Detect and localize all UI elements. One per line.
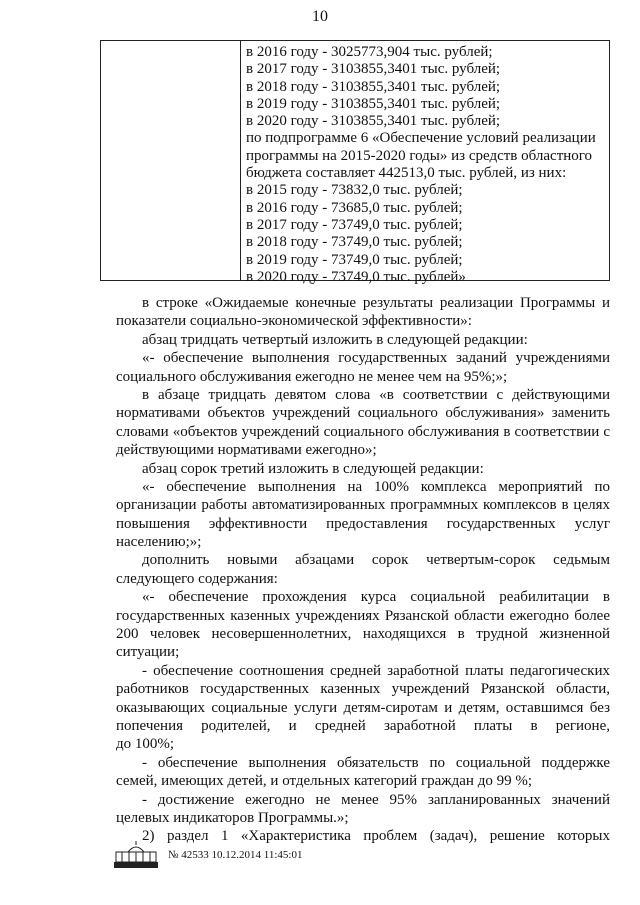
table-line: по подпрограмме 6 «Обеспечение условий реализации [246,130,596,147]
paragraph-line: словами «объектов учреждений социального обслуживания в соответствии с [116,423,610,440]
paragraph-line: 2) раздел 1 «Характеристика проблем (задач), решение которых [142,828,610,845]
table-line: в 2017 году - 73749,0 тыс. рублей; [246,216,463,233]
paragraph-line: населению;»; [116,534,202,551]
table-line: в 2015 году - 73832,0 тыс. рублей; [246,182,463,199]
paragraph-line: работников государственных казенных учреждений Рязанской области, [116,681,610,698]
table-column-divider [240,41,241,280]
paragraph-line: - обеспечение соотношения средней заработной платы педагогических [142,662,610,679]
table-line: программы на 2015-2020 годы» из средств областного [246,147,593,164]
paragraph-line: семей, имеющих детей, и отдельных категорий граждан до 99 %; [116,773,532,790]
table-line: в 2020 году - 3103855,3401 тыс. рублей; [246,113,501,130]
table-line: в 2020 году - 73749,0 тыс. рублей» [246,268,466,285]
paragraph-line: «- обеспечение выполнения на 100% комплекса мероприятий по [142,478,610,495]
paragraph-line: в строке «Ожидаемые конечные результаты реализации Программы и [142,295,610,311]
table-line: в 2019 году - 73749,0 тыс. рублей; [246,251,463,268]
government-building-logo [112,840,160,870]
table-value-cell [246,44,605,286]
budget-table [100,40,610,285]
paragraph-line: - обеспечение выполнения обязательств по социальной поддержке [142,754,610,771]
page-number: 10 [312,8,328,25]
paragraph-line: действующими нормативами ежегодно»; [116,442,377,459]
document-body [116,294,610,846]
paragraph-line: организации работы автоматизированных программных комплексов в целях [116,497,610,514]
paragraph-line: - достижение ежегодно не менее 95% запланированных значений [142,791,610,808]
table-line: бюджета составляет 442513,0 тыс. рублей, из них: [246,165,567,182]
paragraph-line: до 100%; [116,736,175,753]
paragraph-line: ситуации; [116,644,180,661]
paragraph-line: следующего содержания: [116,570,278,587]
table-line: в 2019 году - 3103855,3401 тыс. рублей; [246,95,501,112]
paragraph-line: попечения родителей, и средней заработной платы в регионе, [116,717,610,734]
table-line: в 2017 году - 3103855,3401 тыс. рублей; [246,61,501,78]
paragraph-line: 200 человек несовершеннолетних, находящихся в трудной жизненной [116,626,610,643]
paragraph-line: абзац тридцать четвертый изложить в следующей редакции: [142,331,528,348]
table-line: в 2016 году - 73685,0 тыс. рублей; [246,199,463,216]
paragraph-line: целевых индикаторов Программы.»; [116,809,349,826]
paragraph-line: повышения эффективности предоставления государственных услуг [116,515,610,532]
stamp-text: № 42533 10.12.2014 11:45:01 [168,849,303,861]
paragraph-line: «- обеспечение выполнения государственных заданий учреждениями [142,350,610,367]
paragraph-line: оказывающих социальные услуги детям-сиротам и детям, оставшимся без [116,699,610,716]
paragraph-line: «- обеспечение прохождения курса социальной реабилитации в [142,589,610,606]
table-line: в 2018 году - 73749,0 тыс. рублей; [246,234,463,251]
paragraph-line: абзац сорок третий изложить в следующей редакции: [142,460,484,477]
paragraph-line: показатели социально-экономической эффективности»: [116,313,472,330]
paragraph-line: государственных казенных учреждениях Рязанской области ежегодно более [116,607,610,624]
table-line: в 2018 году - 3103855,3401 тыс. рублей; [246,78,501,95]
paragraph-line: в абзаце тридцать девятом слова «в соответствии с действующими [142,386,610,403]
table-line: в 2016 году - 3025773,904 тыс. рублей; [246,44,493,60]
document-stamp [112,840,302,870]
paragraph-line: социального обслуживания ежегодно не менее чем на 95%;»; [116,368,508,385]
paragraph-line: нормативами объектов учреждений социального обслуживания» заменить [116,405,610,422]
paragraph-line: дополнить новыми абзацами сорок четвертым-сорок седьмым [142,552,610,569]
